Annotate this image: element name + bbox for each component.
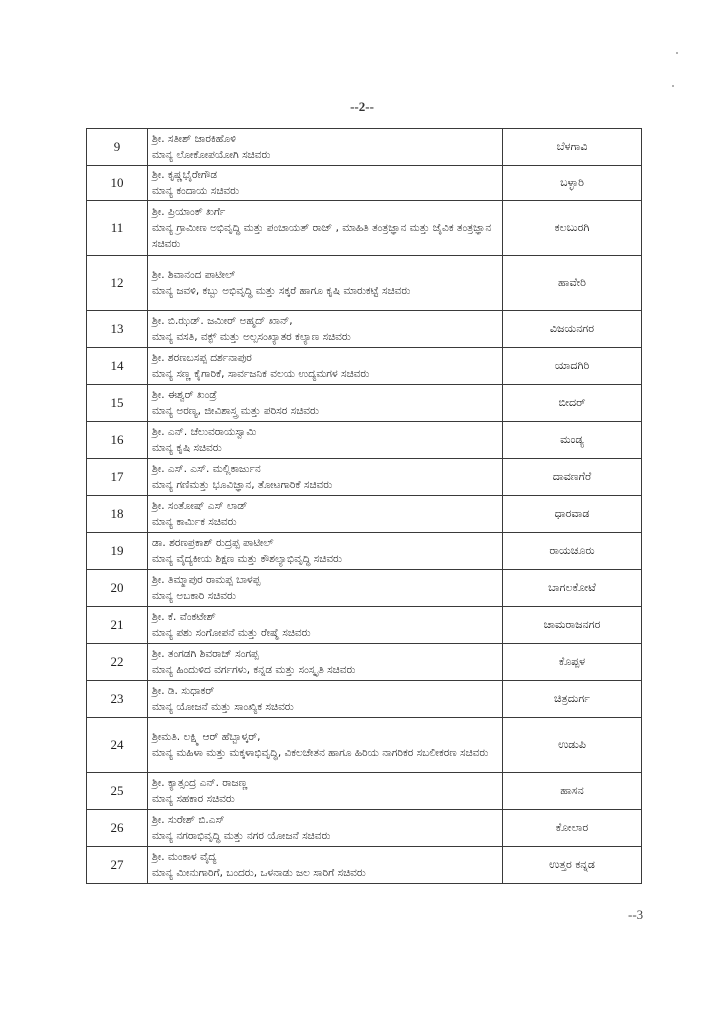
continuation-marker: --3 [628,907,644,922]
minister-name: ಶ್ರೀ. ತಂಗಡಗಿ ಶಿವರಾಜ್ ಸಂಗಪ್ಪ [152,648,259,660]
district-name: ಯಾದಗಿರಿ [503,348,642,385]
ministers-district-table [86,128,642,884]
minister-cell [148,348,503,385]
minister-name: ಶ್ರೀ. ಮಂಕಾಳ ವೈದ್ಯ [152,851,217,863]
minister-portfolio: ಮಾನ್ಯ ಲೋಕೋಪಯೋಗಿ ಸಚಿವರು [152,149,271,161]
minister-name: ಶ್ರೀ. ಕೃಷ್ಣಭೈರೇಗೌಡ [152,169,218,181]
district-name: ಚಾಮರಾಜನಗರ [503,607,642,644]
serial-number: 25 [87,773,148,810]
serial-number: 26 [87,810,148,847]
minister-portfolio: ಮಾನ್ಯ ವೈದ್ಯಕೀಯ ಶಿಕ್ಷಣ ಮತ್ತು ಕೌಶಲ್ಯಾಭಿವೃದ್ಧಿ ಸಚಿವರು [152,553,342,565]
table-row [87,201,642,256]
minister-cell [148,570,503,607]
minister-name: ಡಾ. ಶರಣಪ್ರಕಾಶ್ ರುದ್ರಪ್ಪ ಪಾಟೀಲ್ [152,537,274,549]
minister-portfolio: ಮಾನ್ಯ ಸಣ್ಣ ಕೈಗಾರಿಕೆ, ಸಾರ್ವಜನಿಕ ವಲಯ ಉದ್ಯಮಗಳ ಸಚಿವರು [152,368,370,380]
minister-cell [148,718,503,773]
table-row [87,718,642,773]
district-name: ಹಾಸನ [503,773,642,810]
minister-portfolio: ಮಾನ್ಯ ಮಹಿಳಾ ಮತ್ತು ಮಕ್ಕಳಾಭಿವೃದ್ಧಿ, ವಿಕಲಚೇತನ ಹಾಗೂ ಹಿರಿಯ ನಾಗರಿಕರ ಸಬಲೀಕರಣ ಸಚಿವರು [152,747,489,759]
table-row [87,773,642,810]
district-name: ಕೋಲಾರ [503,810,642,847]
page-number: --2-- [350,99,374,114]
minister-portfolio: ಮಾನ್ಯ ಅಬಕಾರಿ ಸಚಿವರು [152,590,236,602]
minister-cell [148,496,503,533]
minister-name: ಶ್ರೀಮತಿ. ಲಕ್ಷ್ಮಿ ಆರ್ ಹೆಬ್ಬಾಳ್ಕರ್, [152,731,261,743]
serial-number: 21 [87,607,148,644]
table-row [87,496,642,533]
minister-cell [148,129,503,166]
district-name: ದಾವಣಗೆರೆ [503,459,642,496]
minister-cell [148,201,503,256]
minister-cell [148,773,503,810]
serial-number: 27 [87,847,148,884]
serial-number: 18 [87,496,148,533]
minister-portfolio: ಮಾನ್ಯ ಕಂದಾಯ ಸಚಿವರು [152,185,240,197]
serial-number: 22 [87,644,148,681]
district-name: ಉತ್ತರ ಕನ್ನಡ [503,847,642,884]
serial-number: 13 [87,311,148,348]
minister-portfolio: ಮಾನ್ಯ ನಗರಾಭಿವೃದ್ಧಿ ಮತ್ತು ನಗರ ಯೋಜನೆ ಸಚಿವರು [152,830,331,842]
minister-name: ಶ್ರೀ. ಬಿ.ಝಡ್. ಜಮೀರ್ ಅಹ್ಮದ್ ಖಾನ್, [152,315,293,327]
district-name: ಧಾರವಾಡ [503,496,642,533]
table-row [87,348,642,385]
district-name: ವಿಜಯನಗರ [503,311,642,348]
serial-number: 23 [87,681,148,718]
minister-name: ಶ್ರೀ. ಎಸ್. ಎಸ್. ಮಲ್ಲಿಕಾರ್ಜುನ [152,463,261,475]
district-name: ಬಳ್ಳಾರಿ [503,166,642,201]
minister-cell [148,166,503,201]
serial-number: 9 [87,129,148,166]
table-row [87,459,642,496]
minister-name: ಶ್ರೀ. ಪ್ರಿಯಾಂಕ್ ಖರ್ಗೆ [152,206,226,218]
minister-portfolio: ಮಾನ್ಯ ವಸತಿ, ವಕ್ಫ್ ಮತ್ತು ಅಲ್ಪಸಂಖ್ಯಾತರ ಕಲ್ಯಾಣ ಸಚಿವರು [152,331,351,343]
minister-name: ಶ್ರೀ. ಕ್ಯಾತ್ಸಂದ್ರ ಎನ್. ರಾಜಣ್ಣ [152,777,248,789]
district-name: ಬಾಗಲಕೋಟೆ [503,570,642,607]
minister-cell [148,607,503,644]
minister-portfolio: ಮಾನ್ಯ ಮೀನುಗಾರಿಗೆ, ಬಂದರು, ಒಳನಾಡು ಜಲ ಸಾರಿಗೆ ಸಚಿವರು [152,867,366,879]
district-name: ಚಿತ್ರದುರ್ಗ [503,681,642,718]
minister-cell [148,385,503,422]
minister-cell [148,847,503,884]
minister-portfolio: ಮಾನ್ಯ ಕೃಷಿ ಸಚಿವರು [152,442,222,454]
minister-cell [148,644,503,681]
district-name: ಮಂಡ್ಯ [503,422,642,459]
minister-cell [148,681,503,718]
serial-number: 16 [87,422,148,459]
minister-name: ಶ್ರೀ. ತಿಮ್ಮಾಪುರ ರಾಮಪ್ಪ ಬಾಳಪ್ಪ [152,574,261,586]
table-row [87,129,642,166]
minister-portfolio: ಮಾನ್ಯ ಗ್ರಾಮೀಣ ಅಭಿವೃದ್ಧಿ ಮತ್ತು ಪಂಚಾಯತ್ ರಾಜ್ , ಮಾಹಿತಿ ತಂತ್ರಜ್ಞಾನ ಮತ್ತು ಜೈವಿಕ ತಂತ್ರಜ್ಞಾನ ಸಚಿವರು [152,222,492,250]
scan-speck [672,85,674,87]
minister-cell [148,533,503,570]
minister-portfolio: ಮಾನ್ಯ ಅರಣ್ಯ, ಜೀವಿಶಾಸ್ತ್ರ ಮತ್ತು ಪರಿಸರ ಸಚಿವರು [152,405,319,417]
serial-number: 11 [87,201,148,256]
minister-cell [148,422,503,459]
minister-portfolio: ಮಾನ್ಯ ಕಾರ್ಮಿಕ ಸಚಿವರು [152,516,237,528]
serial-number: 19 [87,533,148,570]
minister-name: ಶ್ರೀ. ಕೆ. ವೆಂಕಟೇಶ್ [152,611,216,623]
minister-name: ಶ್ರೀ. ಸುರೇಶ್ ಬಿ.ಎಸ್ [152,814,225,826]
table-row [87,607,642,644]
minister-cell [148,311,503,348]
minister-portfolio: ಮಾನ್ಯ ಜವಳಿ, ಕಬ್ಬು ಅಭಿವೃದ್ಧಿ ಮತ್ತು ಸಕ್ಕರೆ ಹಾಗೂ ಕೃಷಿ ಮಾರುಕಟ್ಟೆ ಸಚಿವರು [152,285,411,297]
serial-number: 15 [87,385,148,422]
minister-portfolio: ಮಾನ್ಯ ಹಿಂದುಳಿದ ವರ್ಗಗಳು, ಕನ್ನಡ ಮತ್ತು ಸಂಸ್ಕೃತಿ ಸಚಿವರು [152,664,356,676]
district-name: ಬೆಳಗಾವಿ [503,129,642,166]
table-row [87,681,642,718]
table-row [87,422,642,459]
serial-number: 12 [87,256,148,311]
minister-name: ಶ್ರೀ. ಶರಣಬಸಪ್ಪ ದರ್ಶನಾಪುರ [152,352,252,364]
minister-cell [148,256,503,311]
table-row [87,570,642,607]
table-row [87,311,642,348]
minister-name: ಶ್ರೀ. ಈಶ್ವರ್ ಖಂಡ್ರೆ [152,389,217,401]
minister-cell [148,810,503,847]
minister-portfolio: ಮಾನ್ಯ ಗಣಿಮತ್ತು ಭೂವಿಜ್ಞಾನ, ತೋಟಗಾರಿಕೆ ಸಚಿವರು [152,479,333,491]
serial-number: 14 [87,348,148,385]
district-name: ಕಲಬುರಗಿ [503,201,642,256]
minister-cell [148,459,503,496]
minister-name: ಶ್ರೀ. ಎನ್. ಚೆಲುವರಾಯಸ್ವಾಮಿ [152,426,257,438]
minister-name: ಶ್ರೀ. ಡಿ. ಸುಧಾಕರ್ [152,685,215,697]
minister-portfolio: ಮಾನ್ಯ ಯೋಜನೆ ಮತ್ತು ಸಾಂಖ್ಯಿಕ ಸಚಿವರು [152,701,294,713]
minister-portfolio: ಮಾನ್ಯ ಪಶು ಸಂಗೋಪನೆ ಮತ್ತು ರೇಷ್ಮೆ ಸಚಿವರು [152,627,311,639]
table-row [87,847,642,884]
minister-name: ಶ್ರೀ. ಶಿವಾನಂದ ಪಾಟೀಲ್ [152,269,236,281]
serial-number: 20 [87,570,148,607]
table-row [87,256,642,311]
serial-number: 17 [87,459,148,496]
table-row [87,385,642,422]
minister-name: ಶ್ರೀ. ಸತೀಶ್ ಜಾರಕಿಹೊಳಿ [152,133,236,145]
table-row [87,533,642,570]
table-row [87,810,642,847]
serial-number: 24 [87,718,148,773]
serial-number: 10 [87,166,148,201]
district-name: ಹಾವೇರಿ [503,256,642,311]
table-row [87,166,642,201]
scan-speck [676,52,678,54]
table-row [87,644,642,681]
minister-name: ಶ್ರೀ. ಸಂತೋಷ್ ಎಸ್ ಲಾಡ್ [152,500,248,512]
district-name: ಕೊಪ್ಪಳ [503,644,642,681]
district-name: ಬೀದರ್ [503,385,642,422]
district-name: ರಾಯಚೂರು [503,533,642,570]
district-name: ಉಡುಪಿ [503,718,642,773]
minister-portfolio: ಮಾನ್ಯ ಸಹಕಾರ ಸಚಿವರು [152,793,235,805]
